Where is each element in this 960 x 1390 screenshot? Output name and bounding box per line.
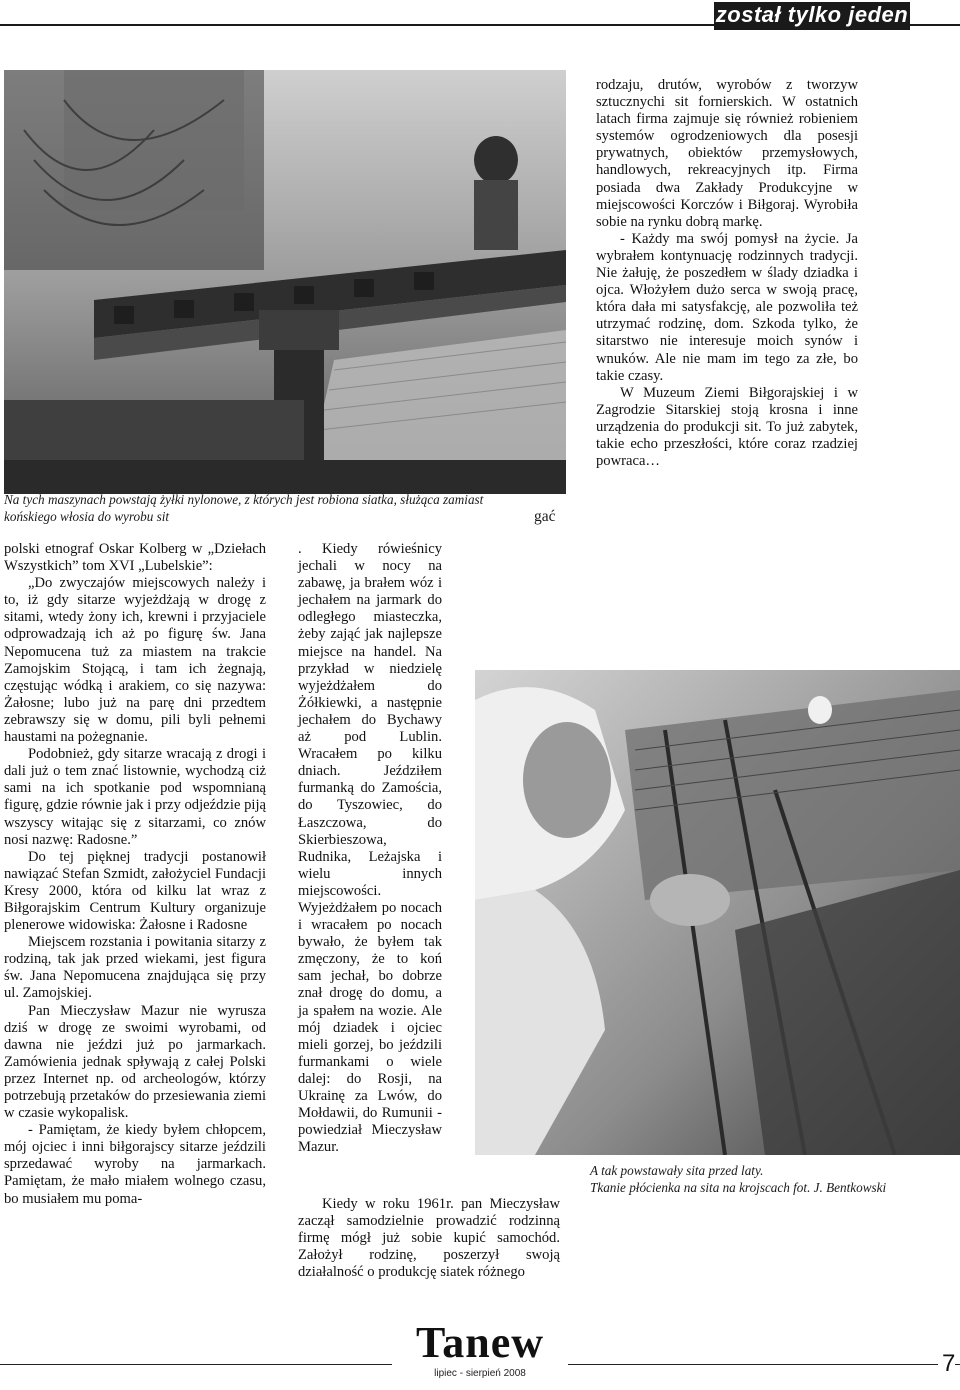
weaver-caption-line-1: A tak powstawały sita przed laty. <box>590 1163 764 1178</box>
issue-date: lipiec - sierpień 2008 <box>434 1368 526 1379</box>
left-paragraph-4: Do tej pięknej tradycji postanowił nawiązać Stefan Szmidt, założyciel Fundacji Kresy 2000, która od kilku lat wraz z Biłgorajskim Centrum Kultury organizuje plenerowe widowiska: Żałosne i Radosne <box>4 848 266 934</box>
weaver-photo <box>475 670 960 1155</box>
machines-photo-graphic <box>4 70 566 494</box>
middle-paragraph-2: Kiedy w roku 1961r. pan Mieczysław zaczął samodzielnie prowadzić rodzinną firmę mógł już sobie kupić samochód. Założył rodzinę, poszerzył swoją działalność o produkcję siatek różnego <box>298 1196 560 1281</box>
right-column <box>596 77 858 470</box>
weaver-caption-line-2: Tkanie płócienka na sita na krojscach fot. J. Bentkowski <box>590 1180 887 1195</box>
page-number: 7 <box>938 1350 955 1378</box>
left-paragraph-1: polski etnograf Oskar Kolberg w „Dziełach Wszystkich” tom XVI „Lubelskie”: <box>4 541 266 575</box>
trailing-fragment: gać <box>534 508 556 525</box>
right-paragraph-3: W Muzeum Ziemi Biłgorajskiej i w Zagrodzie Sitarskiej stoją krosna i inne urządzenia do produkcji sit. To już zabytek, takie echo przeszłości, które coraz rzadziej powraca… <box>596 384 858 470</box>
weaver-caption <box>590 1162 930 1196</box>
left-paragraph-6: Pan Mieczysław Mazur nie wyrusza dziś w drogę ze swoimi wyrobami, od dawna nie jeździ już po jarmarkach. Zamówienia jednak spływają z całej Polski przez Internet np. od archeologów, którzy potrzebują przetaków do przesiewania ziemi w czasie wykopalisk. <box>4 1002 266 1122</box>
right-paragraph-2: - Każdy ma swój pomysł na życie. Ja wybrałem kontynuację rodzinnych tradycji. Nie żałuję, że poszedłem w ślady dziadka i ojca. Włożyłem dużo serca w swoją pracę, która dała mi satysfakcję, ale pozwoliła też utrzymać rodzinę, dom. Szkoda tylko, że sitarstwo nie interesuje moich synów i wnuków. Ale nie mam im tego za złe, bo takie czasy. <box>596 230 858 384</box>
right-paragraph-1: rodzaju, drutów, wyrobów z tworzyw sztucznychi sit fornierskich. W ostatnich latach firma zajmuje się również robieniem systemów ogrodzeniowych dla posesji prywatnych, obiektów przemysłowych, handlowych, rekreacyjnych itp. Firma posiada dwa Zakłady Produkcyjne w miejscowości Korczów i Biłgoraj. Wyrobiła sobie na rynku dobrą markę. <box>596 77 858 230</box>
machines-photo <box>4 70 566 494</box>
left-column <box>4 541 266 1208</box>
middle-paragraph-1: . Kiedy rówieśnicy jechali w nocy na zabawę, ja brałem wóz i jechałem na jarmark do odległego miasteczka, żeby zająć jak najlepsze miejsce na handel. Na przykład w niedzielę wyjeżdżałem do Żółkiewki, a następnie jechałem do Bychawy aż pod Lublin. Wracałem po kilku dniach. Jeździłem furmanką do Zamościa, do Tyszowiec, do Łaszczowa, do Skierbieszowa, Rudnika, Leżajska i wielu innych miejscowości. Wyjeżdżałem po nocach i wracałem po nocach bywało, że byłem tak zmęczony, że to koń sam jechał, bo dobrze znał drogę do domu, a ja spałem na wozie. Ale mój dziadek i ojciec mieli gorzej, bo jeździli furmankami o wiele dalej: do Rosji, na Ukrainę za Lwów, do Mołdawii, do Rumunii -powiedział Mieczysław Mazur. <box>298 541 442 1156</box>
logo-text: Tanew <box>415 1318 545 1367</box>
left-paragraph-2: „Do zwyczajów miejscowych należy i to, iż gdy sitarze wyjeżdżają w drogę z sitami, wtedy żony ich, krewni i przyjaciele odprowadzają ich aż po figurę św. Jana Nepomucena tuż za miastem na trakcie Zamojskim Stojącą, i tam ich żegnają, częstując wódką i arakiem, co się nazywa: Żałosne; lubo już na parę dni przedtem zebrawszy się w domu, pili byli pełnemi haustami na pożegnanie. <box>4 575 266 746</box>
left-paragraph-3: Podobnież, gdy sitarze wracają z drogi i dali już o tem znać listownie, wychodzą ciż sami na ich spotkanie pod wspomnianą figurę, gdzie równie jak i przy odjeździe piją wszyscy witając się z sitarzami, co znów nosi nazwę: Radosne.” <box>4 746 266 848</box>
section-title: został tylko jeden <box>714 2 910 30</box>
machines-caption: Na tych maszynach powstają żyłki nylonowe, z których jest robiona siatka, służąca zamiast końskiego włosia do wyrobu sit <box>4 492 484 524</box>
middle-column <box>298 541 442 1156</box>
weaver-photo-graphic <box>475 670 960 1155</box>
left-paragraph-5: Miejscem rozstania i powitania sitarzy z rodziną, tak jak przed wiekami, jest figura św. Jana Nepomucena znajdująca się przy ul. Zamojskiej. <box>4 934 266 1002</box>
left-paragraph-7: - Pamiętam, że kiedy byłem chłopcem, mój ojciec i inni biłgorajscy sitarze jeździli sprzedawać wyroby na jarmarkach. Pamiętam, że mało miałem wolnego czasu, bo musiałem mu poma- <box>4 1122 266 1207</box>
middle-column-continued <box>298 1196 560 1281</box>
magazine-logo <box>392 1320 568 1390</box>
